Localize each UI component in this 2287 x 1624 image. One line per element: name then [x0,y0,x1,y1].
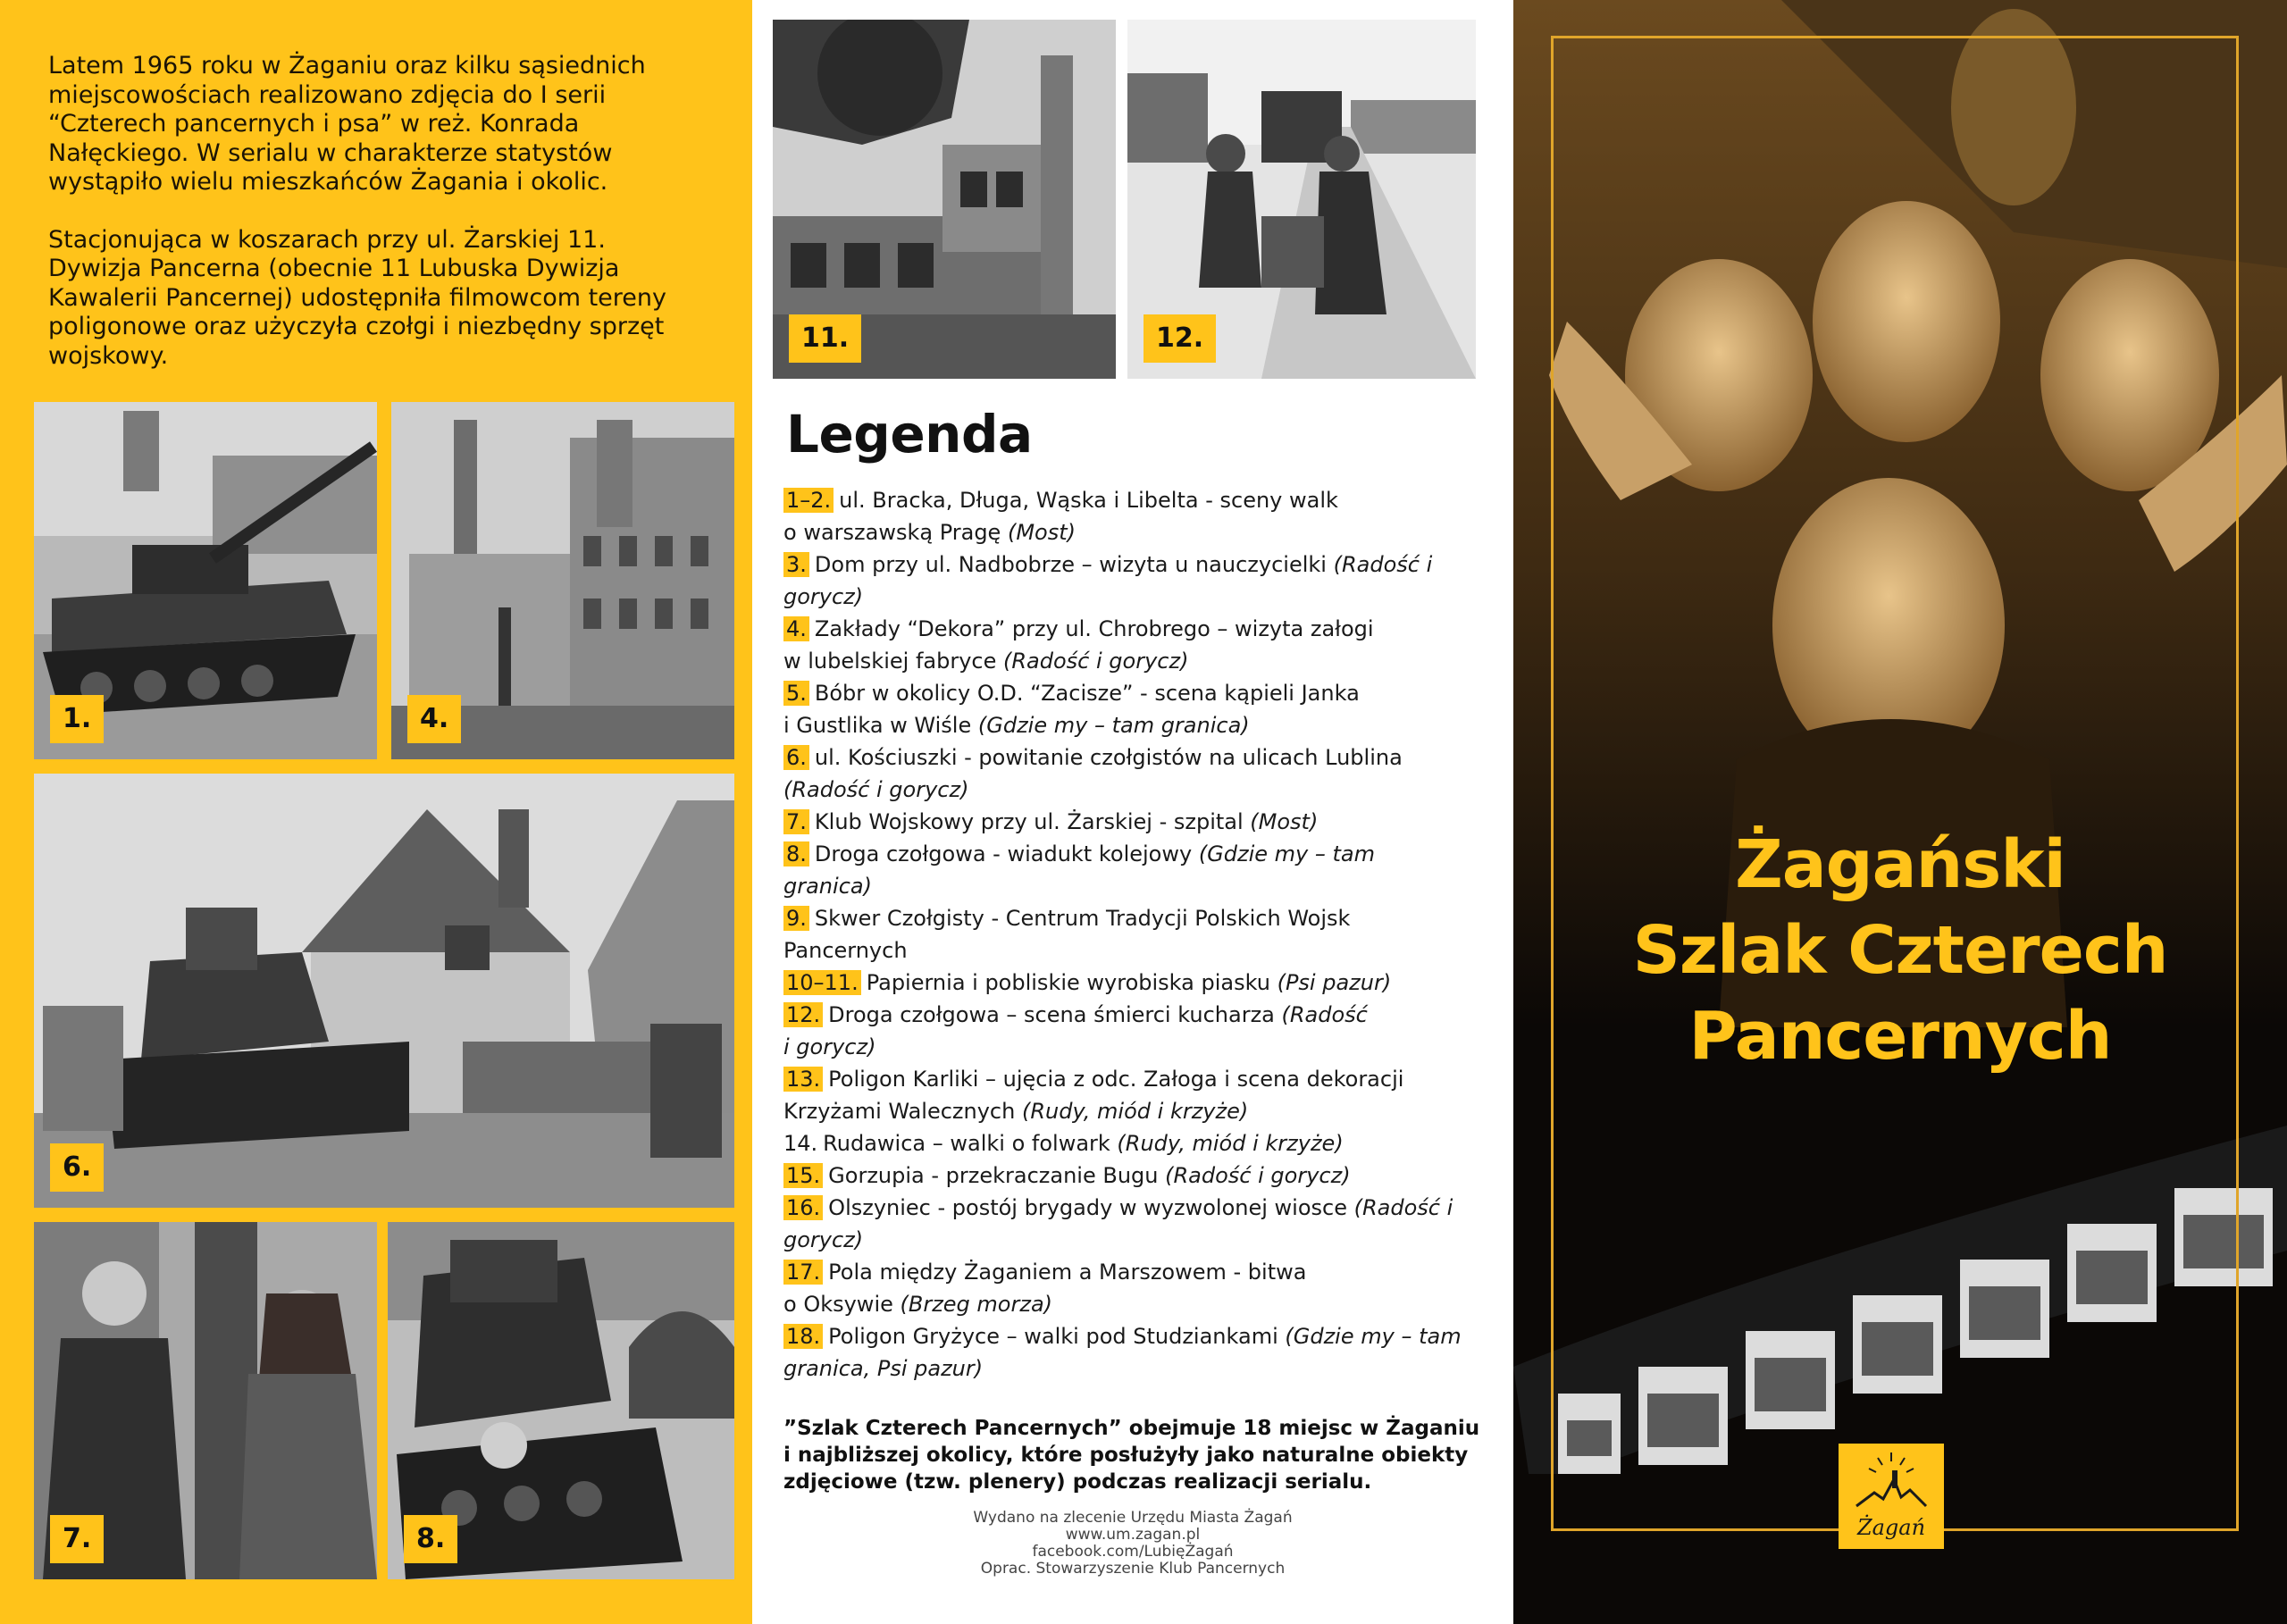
photo-location-12 [1127,20,1476,379]
imprint-website-link[interactable]: www.um.zagan.pl [1065,1526,1201,1544]
legend-item: 9. Skwer Czołgisty - Centrum Tradycji Polskich Wojsk Pancernych [783,906,1351,963]
legend-item: 13. Poligon Karliki – ujęcia z odc. Załoga i scena dekoracji Krzyżami Walecznych (Rudy, miód i krzyże) [783,1067,1404,1124]
photo-location-11 [773,20,1116,379]
legend-list [783,484,1489,1385]
photo-number-badge: 4. [407,695,461,743]
imprint-author: Oprac. Stowarzyszenie Klub Pancernych [980,1560,1286,1578]
intro-paragraph-2: Stacjonująca w koszarach przy ul. Żarskiej 11. Dywizja Pancerna (obecnie 11 Lubuska Dywizja Kawalerii Pancernej) udostępniła filmowcom tereny poligonowe oraz użyczyła czołgi i niezbędny sprzęt wojskowy. [48,225,667,370]
photo-number-badge: 1. [50,695,104,743]
legend-item: 1–2. ul. Bracka, Długa, Wąska i Libelta - sceny walk o warszawską Pragę (Most) [783,488,1338,545]
photo-location-4 [391,402,734,759]
cover-title-line: Szlak Czterech [1632,912,2168,989]
photo-location-8 [388,1222,734,1579]
logo-wordmark: Żagań [1856,1515,1926,1540]
cover-title-line: Żagański [1735,826,2065,903]
zagan-logo [1839,1444,1944,1549]
legend-item: 15. Gorzupia - przekraczanie Bugu (Radość i gorycz) [783,1159,1489,1192]
legend-item: 17. Pola między Żaganiem a Marszowem - bitwa o Oksywie (Brzeg morza) [783,1260,1307,1317]
photo-location-7 [34,1222,377,1579]
legend-item: 16. Olszyniec - postój brygady w wyzwolonej wiosce (Radość i gorycz) [783,1195,1453,1252]
photo-number-badge: 6. [50,1143,104,1192]
photo-number-badge: 12. [1144,314,1216,363]
legend-item: 12. Droga czołgowa – scena śmierci kucharza (Radość i gorycz) [783,1002,1368,1059]
photo-number-badge: 7. [50,1515,104,1563]
legend-item: 5. Bóbr w okolicy O.D. “Zacisze” - scena kąpieli Janka i Gustlika w Wiśle (Gdzie my – tam granica) [783,681,1360,738]
legend-item: 4. Zakłady “Dekora” przy ul. Chrobrego – wizyta załogi w lubelskiej fabryce (Radość i gorycz) [783,616,1374,674]
imprint-facebook-link[interactable]: facebook.com/LubięŻagań [1032,1543,1234,1561]
legend-title: Legenda [786,404,1033,465]
legend-item: 10–11. Papiernia i pobliskie wyrobiska piasku (Psi pazur) [783,967,1489,999]
legend-item: 18. Poligon Gryżyce – walki pod Studziankami (Gdzie my – tam granica, Psi pazur) [783,1324,1462,1381]
route-summary: ”Szlak Czterech Pancernych” obejmuje 18 miejsc w Żaganiu i najbliższej okolicy, które posłużyły jako naturalne obiekty zdjęciowe (tzw. plenery) podczas realizacji serialu. [783,1417,1480,1494]
cover-title [1513,822,2287,1079]
imprint-publisher: Wydano na zlecenie Urzędu Miasta Żagań [973,1509,1293,1527]
imprint [752,1510,1513,1578]
legend-item: 14. Rudawica – walki o folwark (Rudy, miód i krzyże) [783,1131,1344,1156]
left-panel [0,0,752,1624]
photo-location-6 [34,774,734,1208]
legend-item: 6. ul. Kościuszki - powitanie czołgistów na ulicach Lublina (Radość i gorycz) [783,745,1403,802]
cover-frame [1551,36,2239,1531]
photo-number-badge: 8. [404,1515,457,1563]
photo-number-badge: 11. [789,314,861,363]
legend-item: 3. Dom przy ul. Nadbobrze – wizyta u nauczycielki (Radość i gorycz) [783,552,1433,609]
intro-paragraph-1: Latem 1965 roku w Żaganiu oraz kilku sąsiednich miejscowościach realizowano zdjęcia do I serii “Czterech pancernych i psa” w reż. Konrada Nałęckiego. W serialu w charakterze statystów wystąpiło wielu mieszkańców Żagania i okolic. [48,52,646,196]
legend-item: 8. Droga czołgowa - wiadukt kolejowy (Gdzie my – tam granica) [783,841,1376,899]
photo-location-1 [34,402,377,759]
intro-text [48,52,700,371]
legend-item: 7. Klub Wojskowy przy ul. Żarskiej - szpital (Most) [783,806,1489,838]
cover-title-line: Pancernych [1688,998,2112,1075]
